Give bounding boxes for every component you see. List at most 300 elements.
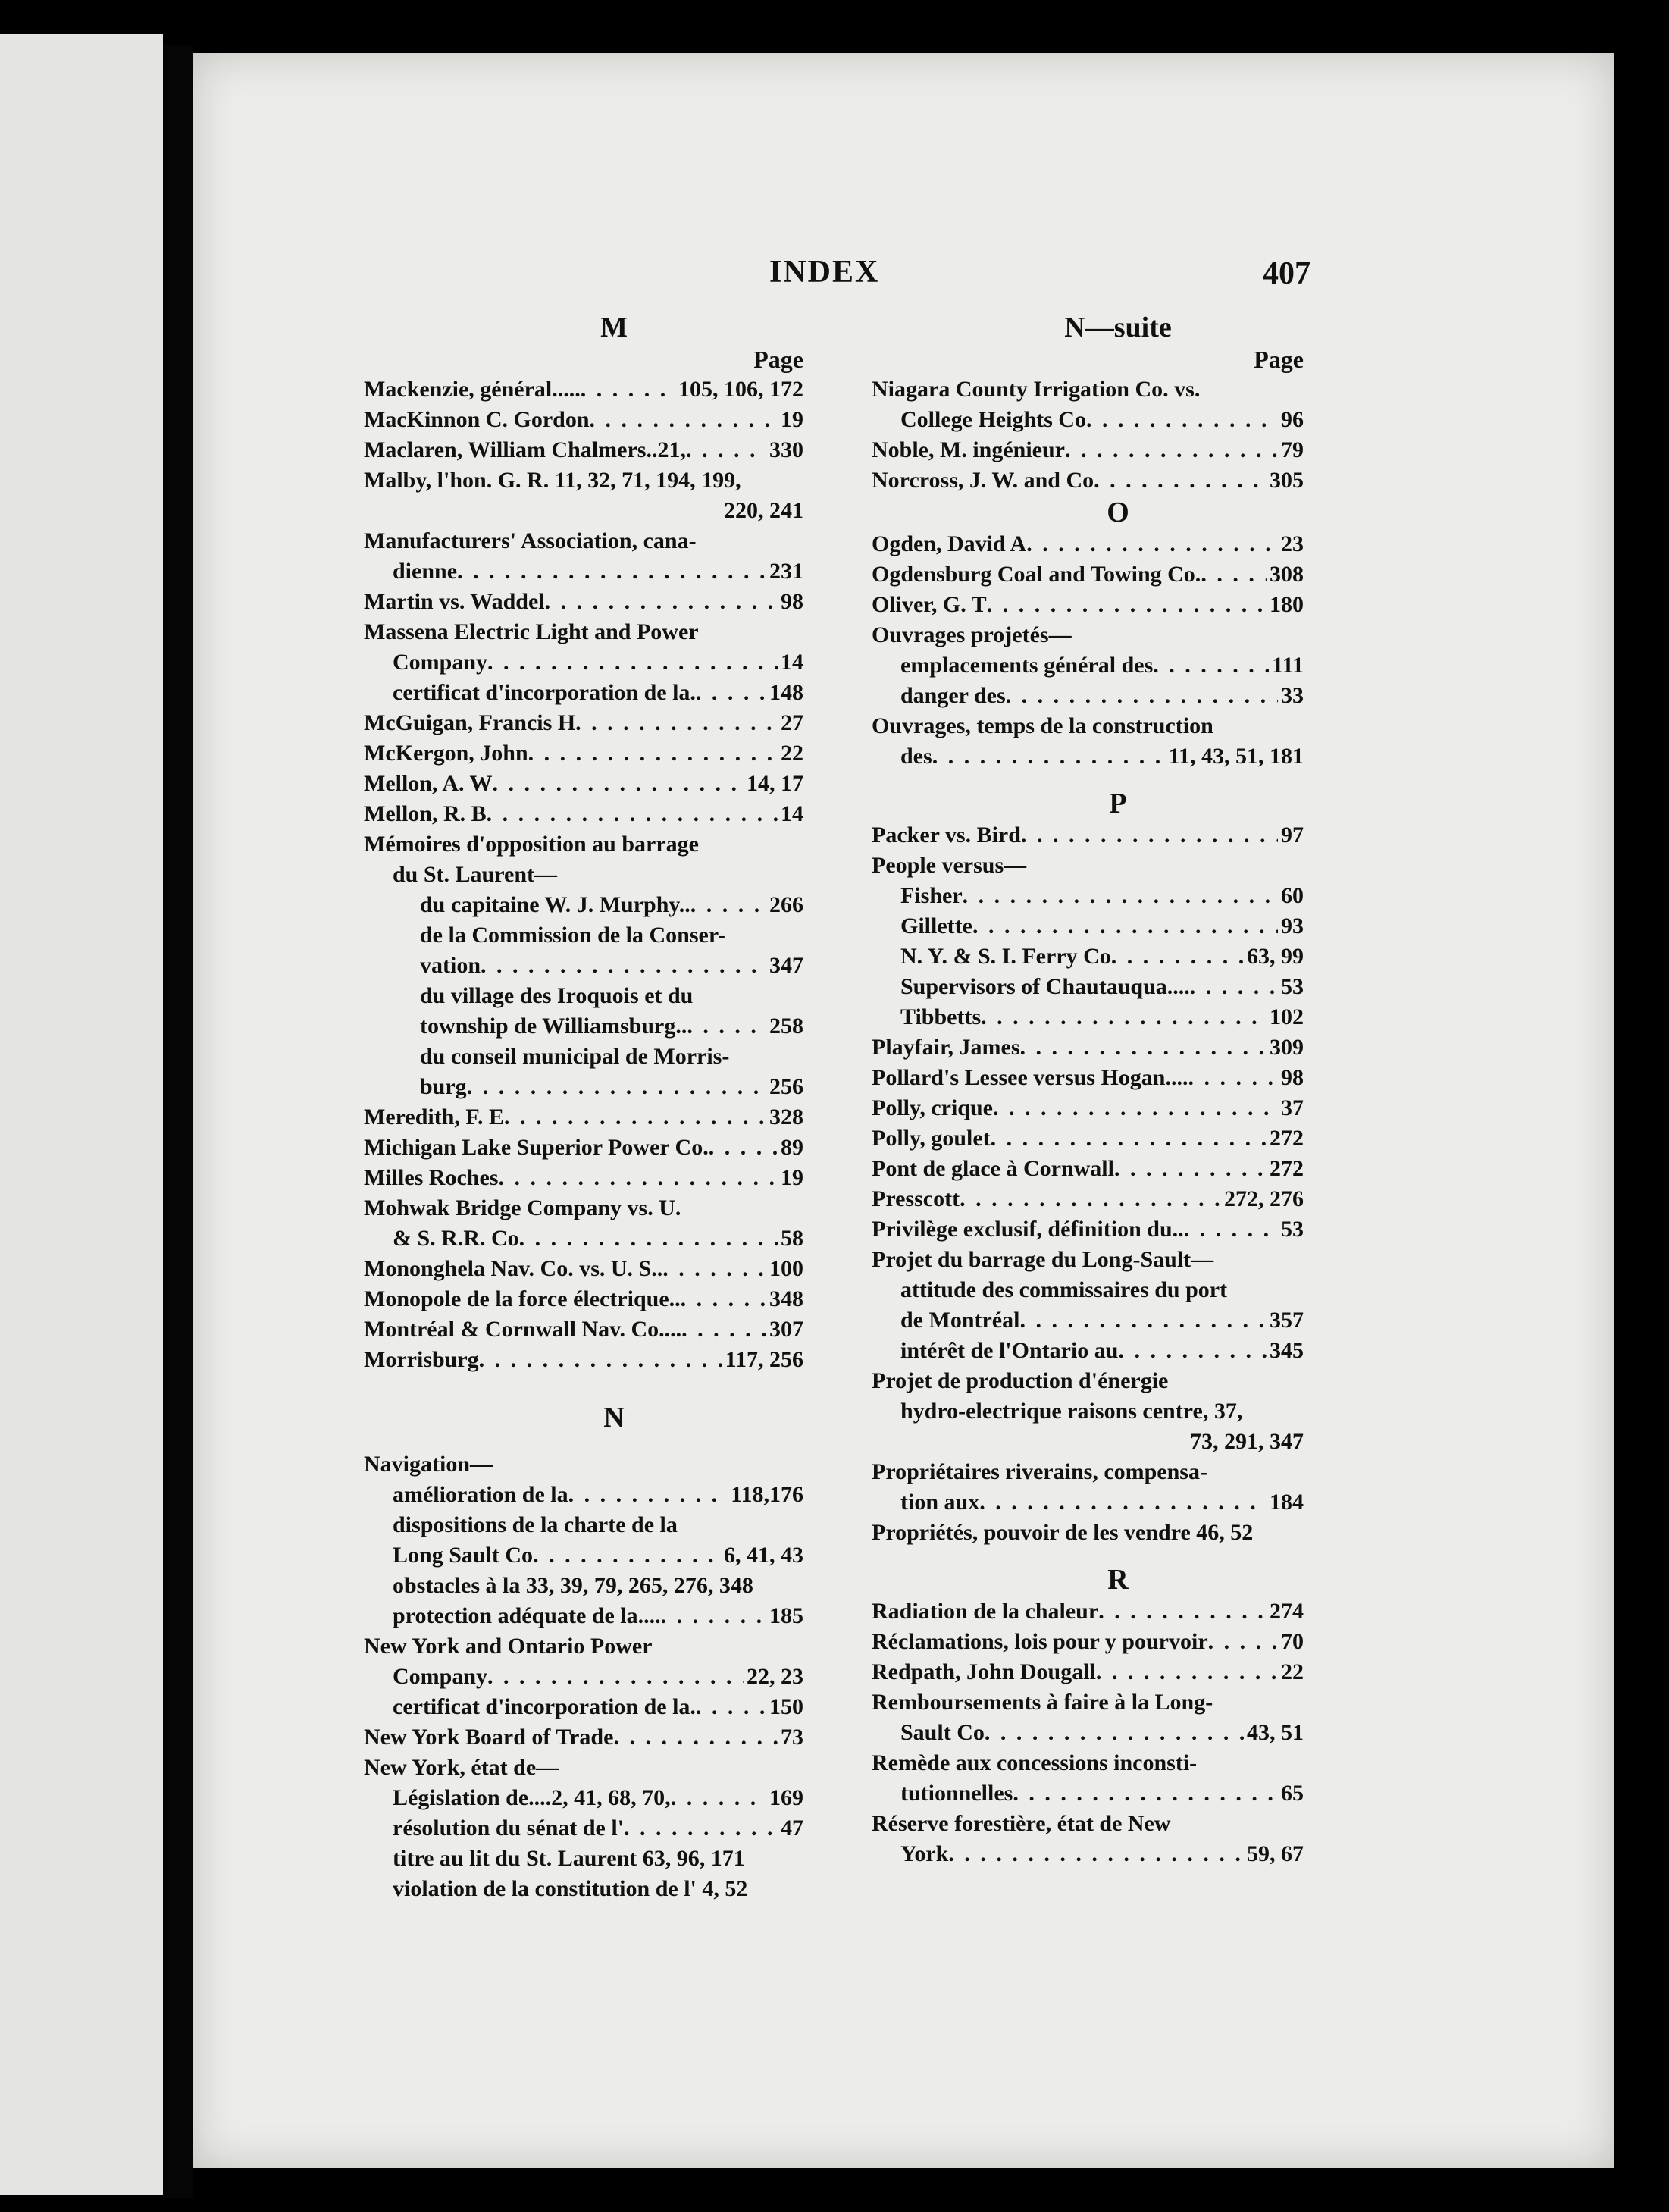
index-entry xyxy=(364,617,803,647)
leader-dots xyxy=(681,1314,766,1345)
entry-term: McGuigan, Francis H xyxy=(364,710,576,735)
leader-dots xyxy=(1020,1032,1267,1063)
entry-term: township de Williamsburg.. xyxy=(420,1014,687,1039)
entry-term: Tibbetts xyxy=(900,1004,982,1029)
index-entry xyxy=(364,1193,803,1223)
entry-pages: 184 xyxy=(1270,1490,1304,1515)
leader-dots xyxy=(960,1184,1221,1214)
page-column-label: Page xyxy=(1254,346,1304,373)
leader-dots xyxy=(581,374,675,405)
index-entry xyxy=(364,1844,803,1874)
entry-pages: 256 xyxy=(769,1074,803,1099)
entry-term: People versus— xyxy=(872,853,1027,878)
entry-term: Sault Co xyxy=(900,1720,985,1745)
entry-pages: 53 xyxy=(1281,1217,1304,1242)
binding-gutter xyxy=(163,45,193,2198)
entry-term: Navigation— xyxy=(364,1452,493,1477)
leader-dots xyxy=(1153,650,1269,681)
section-o-entries xyxy=(872,529,1304,772)
entry-term: Gillette xyxy=(900,913,972,938)
leader-dots xyxy=(1188,1063,1279,1093)
leader-dots xyxy=(993,1093,1278,1123)
entry-pages: 33 xyxy=(1281,683,1304,708)
entry-pages: 60 xyxy=(1281,883,1304,908)
entry-term: Norcross, J. W. and Co xyxy=(872,468,1094,493)
entry-pages: 98 xyxy=(1281,1065,1304,1090)
entry-pages: 274 xyxy=(1270,1599,1304,1624)
entry-pages: 308 xyxy=(1270,562,1304,587)
index-entry xyxy=(872,1366,1304,1396)
entry-term: Michigan Lake Superior Power Co. xyxy=(364,1135,709,1160)
index-entry xyxy=(872,681,1304,711)
entry-term: Maclaren, William Chalmers..21, xyxy=(364,437,686,462)
section-n-entries xyxy=(364,1449,803,1904)
index-entry xyxy=(364,769,803,799)
entry-term: & S. R.R. Co xyxy=(393,1226,519,1251)
entry-term: Manufacturers' Association, cana- xyxy=(364,528,697,553)
index-entry xyxy=(872,559,1304,590)
index-entry xyxy=(872,1154,1304,1184)
entry-pages: 309 xyxy=(1270,1035,1304,1060)
entry-pages: 100 xyxy=(769,1256,803,1281)
facing-page-edge xyxy=(0,34,163,2195)
entry-term: intérêt de l'Ontario au xyxy=(900,1338,1119,1363)
index-entry xyxy=(872,851,1304,881)
entry-pages: 117, 256 xyxy=(725,1347,803,1372)
leader-dots xyxy=(613,1722,778,1753)
index-entry xyxy=(872,1518,1304,1548)
index-entry xyxy=(364,708,803,738)
section-letter-n-suite: N—suite xyxy=(1064,312,1172,343)
index-entry xyxy=(364,1540,803,1571)
entry-term: New York Board of Trade xyxy=(364,1725,614,1750)
entry-term: tutionnelles xyxy=(900,1781,1013,1806)
index-entry xyxy=(364,465,803,496)
entry-pages: 272 xyxy=(1270,1156,1304,1181)
entry-pages: 89 xyxy=(781,1135,803,1160)
index-entry xyxy=(364,1163,803,1193)
index-entry xyxy=(364,1510,803,1540)
leader-dots xyxy=(1096,1657,1278,1687)
leader-dots xyxy=(686,435,766,465)
leader-dots xyxy=(590,405,778,435)
leader-dots xyxy=(568,1480,728,1510)
leader-dots xyxy=(972,911,1278,942)
index-entry xyxy=(364,1284,803,1314)
entry-term: Pollard's Lessee versus Hogan.... xyxy=(872,1065,1188,1090)
leader-dots xyxy=(1111,942,1244,972)
entry-term: Playfair, James xyxy=(872,1035,1020,1060)
entry-pages: 73, 291, 347 xyxy=(1190,1429,1304,1454)
entry-term: Propriétés, pouvoir de les vendre 46, 52 xyxy=(872,1520,1254,1545)
index-entry xyxy=(872,942,1304,972)
entry-term: burg xyxy=(420,1074,467,1099)
leader-dots xyxy=(690,890,766,920)
index-entry xyxy=(872,1275,1304,1305)
entry-term: Montréal & Cornwall Nav. Co.... xyxy=(364,1317,682,1342)
leader-dots xyxy=(1065,435,1278,465)
index-entry xyxy=(872,711,1304,741)
entry-pages: 43, 51 xyxy=(1247,1720,1304,1745)
leader-dots xyxy=(487,1662,744,1692)
index-entry xyxy=(364,799,803,829)
entry-term: Niagara County Irrigation Co. vs. xyxy=(872,377,1201,402)
entry-pages: 14 xyxy=(781,801,803,826)
entry-term: Mohwak Bridge Company vs. U. xyxy=(364,1195,681,1220)
entry-term: attitude des commissaires du port xyxy=(900,1277,1228,1302)
entry-term: Redpath, John Dougall xyxy=(872,1659,1096,1684)
leader-dots xyxy=(1019,1305,1267,1336)
entry-pages: 70 xyxy=(1281,1629,1304,1654)
section-letter-m: M xyxy=(600,312,628,343)
entry-pages: 73 xyxy=(781,1725,803,1750)
entry-pages: 11, 43, 51, 181 xyxy=(1168,744,1304,769)
entry-term: emplacements général des xyxy=(900,653,1154,678)
leader-dots xyxy=(487,799,778,829)
entry-term: Noble, M. ingénieur xyxy=(872,437,1065,462)
index-entry xyxy=(364,1874,803,1904)
entry-pages: 37 xyxy=(1281,1095,1304,1120)
entry-pages: 79 xyxy=(1281,437,1304,462)
index-entry xyxy=(364,1692,803,1722)
leader-dots xyxy=(1026,529,1278,559)
entry-term: McKergon, John xyxy=(364,741,528,766)
entry-pages: 22 xyxy=(781,741,803,766)
entry-term: MacKinnon C. Gordon xyxy=(364,407,590,432)
entry-term: Remède aux concessions inconsti- xyxy=(872,1750,1198,1775)
index-entry xyxy=(364,1449,803,1480)
index-entry xyxy=(364,920,803,951)
entry-pages: 150 xyxy=(769,1694,803,1719)
leader-dots xyxy=(1021,820,1278,851)
entry-term: Polly, crique xyxy=(872,1095,993,1120)
entry-pages: 58 xyxy=(781,1226,803,1251)
entry-term: du capitaine W. J. Murphy.. xyxy=(420,892,690,917)
leader-dots xyxy=(1013,1778,1278,1809)
index-entry xyxy=(872,1778,1304,1809)
leader-dots xyxy=(575,708,778,738)
entry-pages: 97 xyxy=(1281,822,1304,848)
index-entry xyxy=(364,405,803,435)
entry-pages: 6, 41, 43 xyxy=(724,1543,803,1568)
leader-dots xyxy=(487,647,778,678)
index-entry xyxy=(364,1345,803,1375)
entry-term: obstacles à la 33, 39, 79, 265, 276, 348 xyxy=(393,1573,753,1598)
leader-dots xyxy=(687,1011,766,1042)
entry-term: Company xyxy=(393,650,488,675)
entry-pages: 118,176 xyxy=(731,1482,803,1507)
entry-term: York xyxy=(900,1841,949,1866)
entry-term: New York and Ontario Power xyxy=(364,1634,653,1659)
entry-term: Long Sault Co xyxy=(393,1543,534,1568)
leader-dots xyxy=(624,1813,778,1844)
entry-pages: 148 xyxy=(769,680,803,705)
entry-term: Polly, goulet xyxy=(872,1126,991,1151)
leader-dots xyxy=(533,1540,721,1571)
index-entry xyxy=(364,647,803,678)
entry-term: de Montréal xyxy=(900,1308,1020,1333)
entry-term: Ouvrages projetés— xyxy=(872,622,1072,647)
entry-term: vation xyxy=(420,953,481,978)
index-entry xyxy=(364,556,803,587)
index-entry xyxy=(872,405,1304,435)
index-entry xyxy=(364,890,803,920)
entry-pages: 305 xyxy=(1270,468,1304,493)
leader-dots xyxy=(1184,1214,1278,1245)
section-letter-r: R xyxy=(1107,1564,1129,1596)
index-entry xyxy=(872,972,1304,1002)
entry-pages: 330 xyxy=(769,437,803,462)
index-entry xyxy=(872,1093,1304,1123)
index-entry xyxy=(872,590,1304,620)
leader-dots xyxy=(932,741,1166,772)
entry-term: Projet de production d'énergie xyxy=(872,1368,1169,1393)
index-entry xyxy=(364,1662,803,1692)
index-entry xyxy=(872,1627,1304,1657)
entry-pages: 93 xyxy=(1281,913,1304,938)
leader-dots xyxy=(504,1102,766,1133)
index-entry xyxy=(364,1072,803,1102)
index-entry xyxy=(364,1813,803,1844)
leader-dots xyxy=(979,1487,1267,1518)
entry-term: Radiation de la chaleur xyxy=(872,1599,1099,1624)
entry-pages: 27 xyxy=(781,710,803,735)
index-entry xyxy=(872,465,1304,496)
leader-dots xyxy=(498,1163,778,1193)
index-entry xyxy=(872,820,1304,851)
leader-dots xyxy=(696,1692,766,1722)
index-entry xyxy=(364,1042,803,1072)
index-entry xyxy=(364,587,803,617)
index-entry xyxy=(364,1631,803,1662)
entry-term: tion aux xyxy=(900,1490,980,1515)
entry-term: protection adéquate de la.... xyxy=(393,1603,661,1628)
index-entry xyxy=(872,1002,1304,1032)
entry-pages: 272 xyxy=(1270,1126,1304,1151)
entry-term: Monopole de la force électrique.. xyxy=(364,1286,681,1311)
index-entry xyxy=(364,1722,803,1753)
entry-pages: 59, 67 xyxy=(1247,1841,1304,1866)
entry-pages: 19 xyxy=(781,407,803,432)
section-n-suite-entries xyxy=(872,374,1304,496)
entry-pages: 22 xyxy=(1281,1659,1304,1684)
index-entry xyxy=(872,529,1304,559)
entry-pages: 63, 99 xyxy=(1247,944,1304,969)
index-entry xyxy=(364,981,803,1011)
section-letter-p: P xyxy=(1109,788,1127,819)
entry-term: Company xyxy=(393,1664,488,1689)
entry-pages: 53 xyxy=(1281,974,1304,999)
leader-dots xyxy=(948,1839,1244,1869)
entry-pages: 328 xyxy=(769,1104,803,1129)
entry-pages: 102 xyxy=(1270,1004,1304,1029)
leader-dots xyxy=(985,1718,1244,1748)
index-entry xyxy=(872,1245,1304,1275)
entry-term: Presscott xyxy=(872,1186,960,1211)
entry-term: certificat d'incorporation de la. xyxy=(393,1694,696,1719)
leader-dots xyxy=(1086,405,1278,435)
index-entry xyxy=(872,1748,1304,1778)
leader-dots xyxy=(1208,1627,1278,1657)
entry-term: Privilège exclusif, définition du.. xyxy=(872,1217,1184,1242)
entry-term: Législation de....2, 41, 68, 70, xyxy=(393,1785,671,1810)
entry-term: dispositions de la charte de la xyxy=(393,1512,678,1537)
entry-term: hydro-electrique raisons centre, 37, xyxy=(900,1399,1243,1424)
entry-term: Mémoires d'opposition au barrage xyxy=(364,832,699,857)
leader-dots xyxy=(1118,1336,1267,1366)
entry-pages: 98 xyxy=(781,589,803,614)
entry-term: New York, état de— xyxy=(364,1755,559,1780)
section-r-entries xyxy=(872,1596,1304,1869)
index-entry xyxy=(872,1596,1304,1627)
entry-term: Mononghela Nav. Co. vs. U. S.. xyxy=(364,1256,663,1281)
leader-dots xyxy=(661,1601,766,1631)
leader-dots xyxy=(1098,1596,1267,1627)
entry-term: dienne xyxy=(393,559,458,584)
index-entry xyxy=(872,1718,1304,1748)
index-entry xyxy=(872,435,1304,465)
entry-term: Propriétaires riverains, compensa- xyxy=(872,1459,1207,1484)
entry-pages: 345 xyxy=(1270,1338,1304,1363)
entry-term: Réclamations, lois pour y pourvoir xyxy=(872,1629,1208,1654)
leader-dots xyxy=(1094,465,1267,496)
leader-dots xyxy=(1201,559,1267,590)
leader-dots xyxy=(545,587,778,617)
entry-term: Milles Roches xyxy=(364,1165,499,1190)
index-entry xyxy=(872,1305,1304,1336)
entry-pages: 111 xyxy=(1272,653,1304,678)
index-entry xyxy=(364,860,803,890)
leader-dots xyxy=(709,1133,778,1163)
entry-term: Mellon, A. W xyxy=(364,771,493,796)
entry-pages: 266 xyxy=(769,892,803,917)
entry-term: Meredith, F. E xyxy=(364,1104,504,1129)
index-entry xyxy=(364,1254,803,1284)
index-entry xyxy=(872,1487,1304,1518)
index-entry xyxy=(872,1336,1304,1366)
index-entry xyxy=(872,1457,1304,1487)
entry-term: Mackenzie, général..... xyxy=(364,377,581,402)
entry-term: Morrisburg xyxy=(364,1347,479,1372)
entry-term: certificat d'incorporation de la. xyxy=(393,680,696,705)
index-entry xyxy=(364,1480,803,1510)
entry-term: Malby, l'hon. G. R. 11, 32, 71, 194, 199, xyxy=(364,468,741,493)
entry-term: Martin vs. Waddel xyxy=(364,589,545,614)
index-entry xyxy=(364,1601,803,1631)
leader-dots xyxy=(987,590,1267,620)
leader-dots xyxy=(671,1783,766,1813)
entry-pages: 180 xyxy=(1270,592,1304,617)
entry-term: titre au lit du St. Laurent 63, 96, 171 xyxy=(393,1846,745,1871)
index-entry xyxy=(872,1063,1304,1093)
entry-term: Réserve forestière, état de New xyxy=(872,1811,1171,1836)
leader-dots xyxy=(1114,1154,1267,1184)
entry-pages: 14, 17 xyxy=(747,771,803,796)
leader-dots xyxy=(528,738,778,769)
index-entry xyxy=(364,496,803,526)
index-entry xyxy=(872,1687,1304,1718)
entry-term: Packer vs. Bird xyxy=(872,822,1021,848)
leader-dots xyxy=(1006,681,1278,711)
entry-pages: 19 xyxy=(781,1165,803,1190)
index-entry xyxy=(872,1032,1304,1063)
index-entry xyxy=(364,435,803,465)
entry-pages: 47 xyxy=(781,1816,803,1841)
index-entry xyxy=(872,741,1304,772)
index-entry xyxy=(872,881,1304,911)
entry-pages: 272, 276 xyxy=(1224,1186,1304,1211)
entry-pages: 105, 106, 172 xyxy=(678,377,803,402)
entry-pages: 65 xyxy=(1281,1781,1304,1806)
index-entry xyxy=(872,1123,1304,1154)
index-entry xyxy=(364,1102,803,1133)
entry-term: danger des xyxy=(900,683,1006,708)
page-column-label: Page xyxy=(753,346,803,373)
entry-term: du village des Iroquois et du xyxy=(420,983,694,1008)
index-entry xyxy=(872,374,1304,405)
leader-dots xyxy=(457,556,766,587)
entry-pages: 220, 241 xyxy=(724,498,803,523)
entry-term: Mellon, R. B xyxy=(364,801,487,826)
section-letter-o: O xyxy=(1107,497,1129,528)
index-entry xyxy=(364,829,803,860)
entry-pages: 23 xyxy=(1281,531,1304,556)
index-entry xyxy=(364,1314,803,1345)
entry-term: Pont de glace à Cornwall xyxy=(872,1156,1114,1181)
index-entry xyxy=(872,1396,1304,1427)
entry-term: Ogden, David A xyxy=(872,531,1027,556)
index-entry xyxy=(872,620,1304,650)
index-column-right xyxy=(872,311,1304,1869)
entry-pages: 231 xyxy=(769,559,803,584)
entry-term: du conseil municipal de Morris- xyxy=(420,1044,730,1069)
entry-pages: 357 xyxy=(1270,1308,1304,1333)
entry-term: Ogdensburg Coal and Towing Co. xyxy=(872,562,1201,587)
entry-pages: 347 xyxy=(769,953,803,978)
index-column-left xyxy=(364,311,803,1904)
index-entry xyxy=(364,1223,803,1254)
entry-term: Remboursements à faire à la Long- xyxy=(872,1690,1213,1715)
index-entry xyxy=(364,1753,803,1783)
entry-term: N. Y. & S. I. Ferry Co xyxy=(900,944,1111,969)
entry-pages: 22, 23 xyxy=(747,1664,803,1689)
leader-dots xyxy=(481,951,766,981)
leader-dots xyxy=(662,1254,766,1284)
running-title: INDEX xyxy=(769,255,880,290)
entry-term: Fisher xyxy=(900,883,963,908)
section-m-entries xyxy=(364,374,803,1375)
entry-pages: 348 xyxy=(769,1286,803,1311)
index-entry xyxy=(872,911,1304,942)
entry-term: de la Commission de la Conser- xyxy=(420,923,726,948)
leader-dots xyxy=(963,881,1278,911)
page-number: 407 xyxy=(1263,256,1310,291)
index-entry xyxy=(872,1657,1304,1687)
leader-dots xyxy=(467,1072,766,1102)
index-entry xyxy=(872,650,1304,681)
leader-dots xyxy=(1190,972,1278,1002)
entry-term: des xyxy=(900,744,932,769)
index-entry xyxy=(364,951,803,981)
entry-pages: 169 xyxy=(769,1785,803,1810)
index-entry xyxy=(872,1184,1304,1214)
index-entry xyxy=(364,1783,803,1813)
section-letter-n: N xyxy=(603,1402,625,1433)
entry-term: Massena Electric Light and Power xyxy=(364,619,699,644)
entry-pages: 185 xyxy=(769,1603,803,1628)
index-entry xyxy=(872,1214,1304,1245)
index-entry xyxy=(872,1809,1304,1839)
